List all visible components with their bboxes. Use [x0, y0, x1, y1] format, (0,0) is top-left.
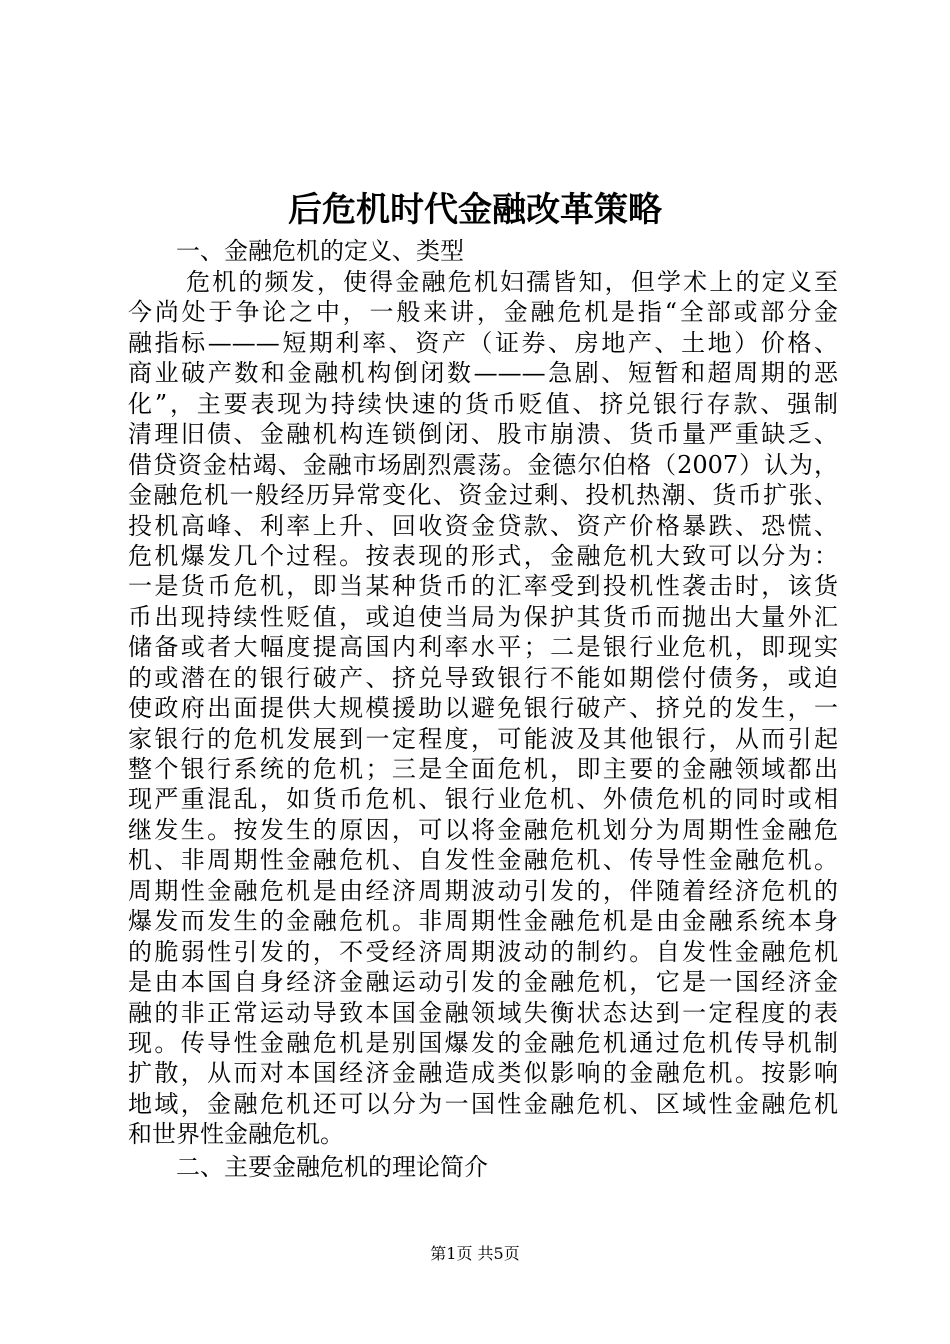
document-title: 后危机时代金融改革策略	[288, 190, 662, 230]
body-paragraph	[128, 267, 838, 1150]
paragraph-line: 化”，主要表现为持续快速的货币贬值、挤兑银行存款、强制	[128, 389, 838, 418]
paragraph-line: 融指标———短期利率、资产（证券、房地产、土地）价格、	[128, 328, 838, 357]
section-heading-definition: 一、金融危机的定义、类型	[176, 237, 464, 265]
paragraph-line: 周期性金融危机是由经济周期波动引发的，伴随着经济危机的	[128, 876, 838, 905]
paragraph-line: 币出现持续性贬值，或迫使当局为保护其货币而抛出大量外汇	[128, 602, 838, 631]
paragraph-line: 现严重混乱，如货币危机、银行业危机、外债危机的同时或相	[128, 785, 838, 814]
paragraph-line: 借贷资金枯竭、金融市场剧烈震荡。金德尔伯格（2007）认为，	[128, 450, 838, 479]
paragraph-line: 的或潜在的银行破产、挤兑导致银行不能如期偿付债务，或迫	[128, 663, 838, 692]
paragraph-line: 整个银行系统的危机；三是全面危机，即主要的金融领域都出	[128, 755, 838, 783]
paragraph-line: 投机高峰、利率上升、回收资金贷款、资产价格暴跌、恐慌、	[128, 511, 838, 540]
paragraph-line: 扩散，从而对本国经济金融造成类似影响的金融危机。按影响	[128, 1059, 838, 1088]
paragraph-line: 金融危机一般经历异常变化、资金过剩、投机热潮、货币扩张、	[128, 481, 838, 510]
paragraph-line: 现。传导性金融危机是别国爆发的金融危机通过危机传导机制	[128, 1028, 838, 1057]
paragraph-line: 是由本国自身经济金融运动引发的金融危机，它是一国经济金	[128, 968, 838, 997]
paragraph-line: 和世界性金融危机。	[128, 1120, 344, 1149]
paragraph-line: 清理旧债、金融机构连锁倒闭、股市崩溃、货币量严重缺乏、	[128, 420, 838, 449]
paragraph-line: 融的非正常运动导致本国金融领域失衡状态达到一定程度的表	[128, 998, 838, 1027]
section-heading-theory: 二、主要金融危机的理论简介	[176, 1153, 488, 1181]
paragraph-line: 机、非周期性金融危机、自发性金融危机、传导性金融危机。	[128, 846, 838, 875]
paragraph-line: 危机爆发几个过程。按表现的形式，金融危机大致可以分为：	[128, 541, 838, 570]
paragraph-line: 的脆弱性引发的，不受经济周期波动的制约。自发性金融危机	[128, 937, 838, 966]
paragraph-line: 继发生。按发生的原因，可以将金融危机划分为周期性金融危	[128, 815, 838, 844]
paragraph-line: 一是货币危机，即当某种货币的汇率受到投机性袭击时，该货	[128, 572, 838, 601]
page-footer: 第1页 共5页	[430, 1244, 520, 1263]
paragraph-line: 地域，金融危机还可以分为一国性金融危机、区域性金融危机	[128, 1089, 838, 1118]
paragraph-line: 今尚处于争论之中，一般来讲，金融危机是指“全部或部分金	[128, 298, 838, 327]
paragraph-line: 商业破产数和金融机构倒闭数———急剧、短暂和超周期的恶	[128, 359, 838, 388]
paragraph-line: 储备或者大幅度提高国内利率水平；二是银行业危机，即现实	[128, 633, 838, 662]
paragraph-line: 使政府出面提供大规模援助以避免银行破产、挤兑的发生，一	[128, 694, 838, 723]
paragraph-line: 家银行的危机发展到一定程度，可能波及其他银行，从而引起	[128, 724, 838, 753]
paragraph-line: 爆发而发生的金融危机。非周期性金融危机是由金融系统本身	[128, 907, 838, 936]
paragraph-line: 危机的频发，使得金融危机妇孺皆知，但学术上的定义至	[186, 268, 838, 296]
